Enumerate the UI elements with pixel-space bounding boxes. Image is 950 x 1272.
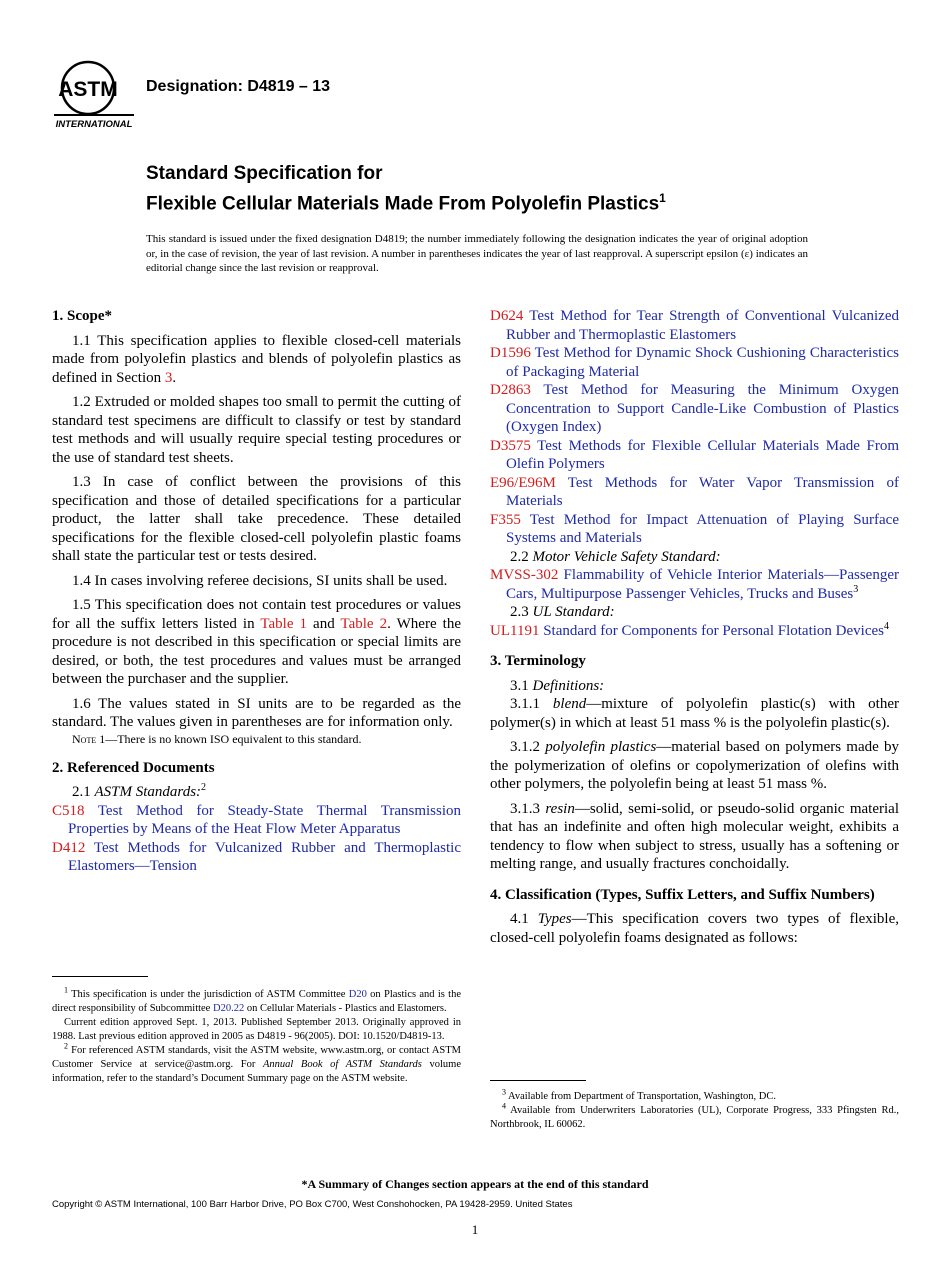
para-3-1-title: Definitions: bbox=[532, 677, 605, 694]
para-2-1-title: ASTM Standards: bbox=[94, 784, 202, 800]
section-3-link[interactable]: 3 bbox=[164, 369, 173, 386]
ref-item bbox=[490, 381, 899, 437]
footnote-2-num: 2 bbox=[64, 1041, 68, 1051]
ref-title-link[interactable]: Test Methods for Flexible Cellular Materials Made From Olefin Polymers bbox=[506, 437, 899, 472]
title-line-1: Standard Specification for bbox=[146, 163, 383, 184]
para-1-5-mid: and bbox=[307, 615, 341, 632]
para-1-5-end: . Where the procedure is not described in this specification or special limits are desired, or both, the test procedures and values must be arranged between the purchaser and the supplier. bbox=[52, 615, 461, 687]
ref-title-link[interactable]: Test Method for Dynamic Shock Cushioning Characteristics of Packaging Material bbox=[506, 345, 899, 380]
ref-item bbox=[52, 802, 461, 839]
para-3-1-3 bbox=[490, 800, 899, 874]
ref-item bbox=[490, 566, 899, 603]
para-2-1-num: 2.1 bbox=[72, 784, 95, 800]
ref-title-link[interactable]: Flammability of Vehicle Interior Materials—Passenger Cars, Multipurpose Passenger Vehicles, Trucks and Buses bbox=[506, 567, 899, 602]
para-3-1-1 bbox=[490, 695, 899, 732]
para-1-4: 1.4 In cases involving referee decisions, SI units shall be used. bbox=[72, 572, 448, 589]
ref-title-link[interactable]: Test Method for Tear Strength of Conventional Vulcanized Rubber and Thermoplastic Elastomers bbox=[506, 308, 899, 343]
ref-code-link[interactable]: D1596 bbox=[490, 345, 531, 361]
para-1-3: 1.3 In case of conflict between the provisions of this specification and those of detailed specifications for a particular product, the latter shall take precedence. These detailed specifications for the flexible closed-cell polyolefin plastic foams shall state the particular test or tests desired. bbox=[52, 474, 461, 564]
footnote-3-text: Available from Department of Transportation, Washington, DC. bbox=[508, 1091, 776, 1102]
footnote-1-num: 1 bbox=[64, 985, 68, 995]
table-1-link[interactable]: Table 1 bbox=[260, 615, 308, 632]
term-resin: resin bbox=[545, 800, 575, 817]
footnote-1-mid: on Plastics and is the direct responsibility of Subcommittee bbox=[52, 989, 461, 1014]
para-1-5-text: 1.5 This specification does not contain test procedures or values for all the suffix letters listed in bbox=[52, 597, 461, 632]
footnote-4-mark: 4 bbox=[883, 620, 889, 632]
page-title bbox=[146, 162, 666, 216]
para-4-1-title: Types bbox=[537, 911, 572, 927]
note-text: 1—There is no known ISO equivalent to this standard. bbox=[96, 731, 362, 746]
para-2-2 bbox=[490, 548, 899, 567]
subcommittee-d20-22-link[interactable]: D20.22 bbox=[212, 1003, 245, 1014]
ref-code-link[interactable]: D624 bbox=[490, 308, 524, 324]
footnote-2 bbox=[52, 1041, 461, 1086]
para-2-3-num: 2.3 bbox=[510, 604, 533, 620]
title-line-2-text: Flexible Cellular Materials Made From Polyolefin Plastics bbox=[146, 193, 660, 215]
para-3-1-2-text: —material based on polymers made by the polymerization of olefins or copolymerization of olefins with other polymers, the polyolefin being at least 51 mass %. bbox=[490, 739, 899, 792]
ref-code-link[interactable]: UL1191 bbox=[490, 622, 540, 639]
page-number: 1 bbox=[471, 1222, 479, 1237]
ref-item bbox=[490, 622, 899, 641]
footnote-rule-left bbox=[52, 976, 148, 977]
astm-logo bbox=[52, 58, 136, 134]
note-1 bbox=[52, 732, 461, 747]
term-polyolefin-plastics: polyolefin plastics bbox=[545, 739, 657, 755]
ref-code-link[interactable]: MVSS-302 bbox=[490, 567, 559, 583]
ref-code-link[interactable]: D3575 bbox=[490, 437, 531, 454]
footnote-3-mark: 3 bbox=[853, 583, 859, 595]
para-3-1-num: 3.1 bbox=[510, 677, 533, 694]
ref-item bbox=[490, 474, 899, 511]
para-3-1-2-num: 3.1.2 bbox=[510, 739, 546, 755]
classification-heading: 4. Classification (Types, Suffix Letters, and Suffix Numbers) bbox=[490, 886, 875, 903]
ref-code-link[interactable]: D2863 bbox=[490, 382, 531, 398]
issuance-note: This standard is issued under the fixed designation D4819; the number immediately following the designation indicates the year of original adoption or, in the case of revision, the year of last revision. A number in parentheses indicates the year of last reapproval. A superscript epsilon (ε) indicates an editorial change since the last revision or reapproval. bbox=[146, 233, 808, 274]
ref-item bbox=[52, 839, 461, 876]
footnote-2-end: volume information, refer to the standard’s Document Summary page on the ASTM website. bbox=[52, 1059, 461, 1084]
refdocs-heading: 2. Referenced Documents bbox=[52, 759, 215, 776]
ref-title-link[interactable]: Test Method for Impact Attenuation of Playing Surface Systems and Materials bbox=[506, 511, 899, 546]
right-column bbox=[490, 307, 899, 947]
footnote-3-num: 3 bbox=[502, 1087, 506, 1097]
ref-item bbox=[490, 307, 899, 344]
ref-title-link[interactable]: Test Methods for Vulcanized Rubber and Thermoplastic Elastomers—Tension bbox=[68, 839, 461, 874]
ref-item bbox=[490, 511, 899, 548]
footnote-2-mark: 2 bbox=[201, 782, 207, 793]
para-1-5 bbox=[52, 596, 461, 689]
footnote-1-edition: Current edition approved Sept. 1, 2013. Published September 2013. Originally approved in 1988. Last previous edition approved in 2005 as D4819 - 96(2005). DOI: 10.1520/D4819-13. bbox=[52, 1017, 461, 1042]
footnote-3 bbox=[490, 1087, 899, 1104]
para-2-3-title: UL Standard: bbox=[532, 604, 615, 620]
para-2-3 bbox=[490, 603, 899, 622]
para-2-2-num: 2.2 bbox=[510, 548, 533, 565]
term-blend: blend bbox=[552, 696, 587, 712]
note-label: Note bbox=[72, 731, 97, 746]
ref-code-link[interactable]: D412 bbox=[52, 839, 86, 856]
title-line-2 bbox=[146, 186, 666, 216]
ref-code-link[interactable]: E96/E96M bbox=[490, 474, 556, 491]
para-4-1-num: 4.1 bbox=[510, 911, 538, 927]
footnote-4-num: 4 bbox=[502, 1101, 506, 1111]
para-1-1 bbox=[52, 332, 461, 388]
scope-heading: 1. Scope* bbox=[52, 308, 112, 324]
para-1-6: 1.6 The values stated in SI units are to be regarded as the standard. The values given in parentheses are for information only. bbox=[52, 695, 461, 730]
ref-code-link[interactable]: C518 bbox=[52, 802, 85, 819]
copyright-line: Copyright © ASTM International, 100 Barr Harbor Drive, PO Box C700, West Conshohocken, PA 19428-2959. United States bbox=[52, 1199, 573, 1210]
para-3-1-3-num: 3.1.3 bbox=[510, 800, 546, 817]
footnote-1-text: This specification is under the jurisdiction of ASTM Committee bbox=[71, 989, 349, 1000]
summary-of-changes-notice: *A Summary of Changes section appears at the end of this standard bbox=[301, 1177, 649, 1191]
ref-title-link[interactable]: Test Methods for Water Vapor Transmission of Materials bbox=[506, 474, 899, 509]
para-3-1-3-text: —solid, semi-solid, or pseudo-solid organic material that has an indefinite and often high molecular weight, exhibits a tendency to flow when subject to stress, usually has a softening or melting range, and usually fractures conchoidally. bbox=[490, 800, 899, 872]
para-1-1-text: 1.1 This specification applies to flexible closed-cell materials made from polyolefin plastics and blends of polyolefin plastics as defined in Section bbox=[52, 332, 461, 386]
para-4-1-text: —This specification covers two types of flexible, closed-cell polyolefin foams designated as follows: bbox=[490, 911, 900, 946]
para-3-1-1-num: 3.1.1 bbox=[510, 696, 553, 712]
para-1-1-end: . bbox=[172, 369, 177, 386]
title-footnote-mark: 1 bbox=[659, 191, 666, 205]
para-2-2-title: Motor Vehicle Safety Standard: bbox=[532, 548, 721, 565]
astm-logo-mark bbox=[52, 58, 136, 134]
footnote-4 bbox=[490, 1101, 900, 1132]
ref-title-link[interactable]: Test Method for Measuring the Minimum Oxygen Concentration to Support Candle-Like Combustion of Plastics (Oxygen Index) bbox=[506, 382, 899, 435]
ref-title-link[interactable]: Standard for Components for Personal Flotation Devices bbox=[539, 622, 884, 639]
footnote-1-end: on Cellular Materials - Plastics and Elastomers. bbox=[244, 1003, 447, 1014]
footnotes-right bbox=[490, 1087, 900, 1132]
committee-d20-link[interactable]: D20 bbox=[348, 989, 367, 1000]
para-1-2: 1.2 Extruded or molded shapes too small to permit the cutting of standard test specimens are difficult to classify or test by standard test methods and will usually require special testing procedures or the use of standard test sheets. bbox=[52, 394, 461, 466]
para-2-1 bbox=[52, 783, 461, 802]
left-column bbox=[52, 307, 461, 876]
footnotes-left bbox=[52, 985, 461, 1086]
para-3-1-2 bbox=[490, 738, 899, 794]
ref-title-link[interactable]: Test Method for Steady-State Thermal Transmission Properties by Means of the Heat Flow Meter Apparatus bbox=[68, 802, 461, 837]
footnote-1 bbox=[52, 985, 461, 1016]
ref-item bbox=[490, 437, 899, 474]
ref-code-link[interactable]: F355 bbox=[490, 511, 521, 528]
terminology-heading: 3. Terminology bbox=[490, 653, 586, 669]
table-2-link[interactable]: Table 2 bbox=[340, 615, 388, 632]
footnote-4-text: Available from Underwriters Laboratories (UL), Corporate Progress, 333 Pfingsten Rd., Northbrook, IL 60062. bbox=[490, 1105, 900, 1130]
designation: Designation: D4819 – 13 bbox=[146, 78, 331, 95]
logo-mark-text: ASTM bbox=[58, 78, 118, 101]
footnote-2-text: For referenced ASTM standards, visit the ASTM website, www.astm.org, or contact ASTM Customer Service at service@astm.org. For bbox=[52, 1045, 461, 1070]
para-4-1 bbox=[490, 910, 899, 947]
footnote-rule-right bbox=[490, 1080, 586, 1081]
ref-item bbox=[490, 344, 899, 381]
para-3-1-1-text: —mixture of polyolefin plastic(s) with other polymer(s) in which at least 51 mass % is the polyolefin plastic(s). bbox=[490, 696, 900, 731]
logo-wordmark: INTERNATIONAL bbox=[55, 119, 133, 130]
para-3-1 bbox=[490, 677, 899, 696]
footnote-2-book: Annual Book of ASTM Standards bbox=[262, 1059, 422, 1070]
